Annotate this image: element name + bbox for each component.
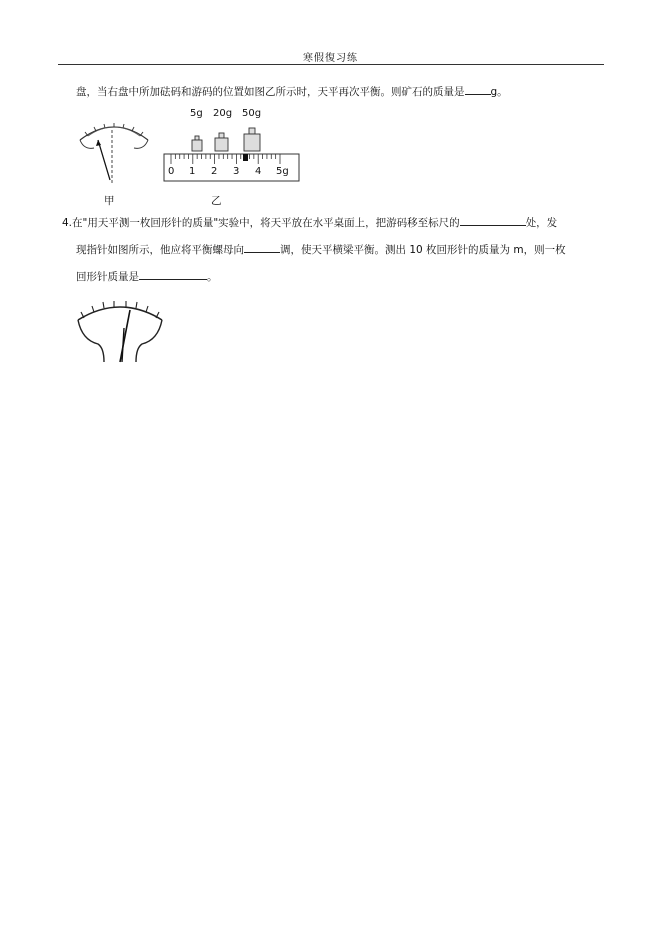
q4-answer-blank-3[interactable]	[139, 269, 207, 280]
figure-yi	[160, 106, 305, 186]
q4-line-1	[62, 215, 557, 230]
scale-label-2: 2	[211, 166, 218, 177]
weight-label-20g: 20g	[213, 108, 233, 119]
q3-answer-blank[interactable]	[465, 84, 491, 95]
scale-label-1: 1	[189, 166, 196, 177]
scale-label-4: 4	[255, 166, 262, 177]
q4-line-3-a: 回形针质量是	[76, 271, 139, 283]
weight-20g-icon	[215, 133, 228, 151]
q4-line-3	[76, 269, 218, 284]
figure-jia-dial	[74, 110, 154, 186]
weight-label-5g: 5g	[190, 108, 203, 119]
q4-dial-figure	[74, 298, 166, 364]
weight-50g-icon	[244, 128, 260, 151]
weight-5g-icon	[192, 136, 202, 151]
q4-line-2	[76, 242, 566, 257]
figure-jia-caption: 甲	[104, 195, 115, 207]
q4-line-3-end: 。	[207, 271, 218, 283]
q4-answer-blank-2[interactable]	[244, 242, 280, 253]
weight-label-50g: 50g	[242, 108, 262, 119]
q4-line-2-a: 现指针如图所示，他应将平衡螺母向	[76, 244, 244, 256]
q3-line-1	[76, 84, 508, 99]
q4-answer-blank-1[interactable]	[460, 215, 526, 226]
header-divider	[58, 64, 604, 65]
scale-label-5g: 5g	[276, 166, 289, 177]
q3-line-1-end: g。	[490, 86, 508, 98]
page-header: 寒假復习练	[303, 53, 358, 64]
scale-label-3: 3	[233, 166, 240, 177]
scale-label-0: 0	[168, 166, 175, 177]
rider-marker	[243, 154, 248, 161]
q4-line-2-b: 调，使天平横梁平衡。测出 10 枚回形针的质量为 m，则一枚	[280, 244, 566, 256]
q4-line-1-text: 4.在"用天平测一枚回形针的质量"实验中，将天平放在水平桌面上，把游码移至标尺的	[62, 217, 460, 229]
q4-line-1-end: 处，发	[525, 217, 558, 229]
q3-line-1-text: 盘，当右盘中所加砝码和游码的位置如图乙所示时，天平再次平衡。则矿石的质量是	[76, 86, 465, 98]
figure-yi-caption: 乙	[211, 195, 222, 207]
